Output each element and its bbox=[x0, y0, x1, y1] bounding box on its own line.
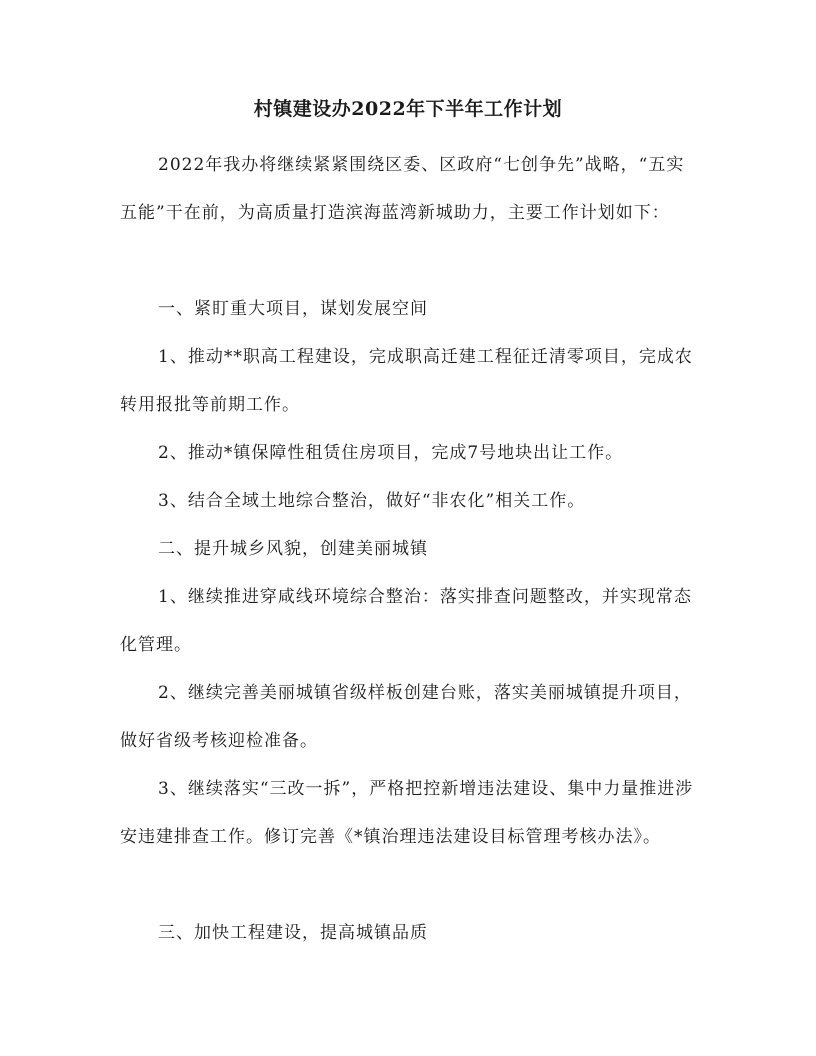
paragraph-intro: 2022年我办将继续紧紧围绕区委、区政府“七创争先”战略，“五实五能”干在前，为高质量打造滨海蓝湾新城助力，主要工作计划如下： bbox=[120, 155, 685, 223]
paragraph-1-3: 3、结合全域土地综合整治，做好“非农化”相关工作。 bbox=[158, 491, 586, 511]
document-title: 村镇建设办2022年下半年工作计划 bbox=[253, 98, 563, 120]
section-heading-3: 三、加快工程建设，提高城镇品质 bbox=[158, 923, 428, 943]
paragraph-2-3: 3、继续落实“三改一拆”，严格把控新增违法建设、集中力量推进涉安违建排查工作。修订完善《*镇治理违法建设目标管理考核办法》。 bbox=[120, 779, 694, 847]
paragraph-1-2: 2、推动*镇保障性租赁住房项目，完成7号地块出让工作。 bbox=[158, 443, 624, 463]
section-heading-1: 一、紧盯重大项目，谋划发展空间 bbox=[158, 299, 428, 319]
paragraph-2-1: 1、继续推进穿咸线环境综合整治：落实排查问题整改，并实现常态化管理。 bbox=[120, 587, 692, 655]
paragraph-1-1: 1、推动**职高工程建设，完成职高迁建工程征迁清零项目，完成农转用报批等前期工作。 bbox=[120, 347, 693, 415]
section-heading-2: 二、提升城乡风貌，创建美丽城镇 bbox=[158, 539, 428, 559]
paragraph-2-2: 2、继续完善美丽城镇省级样板创建台账，落实美丽城镇提升项目，做好省级考核迎检准备。 bbox=[120, 683, 692, 751]
